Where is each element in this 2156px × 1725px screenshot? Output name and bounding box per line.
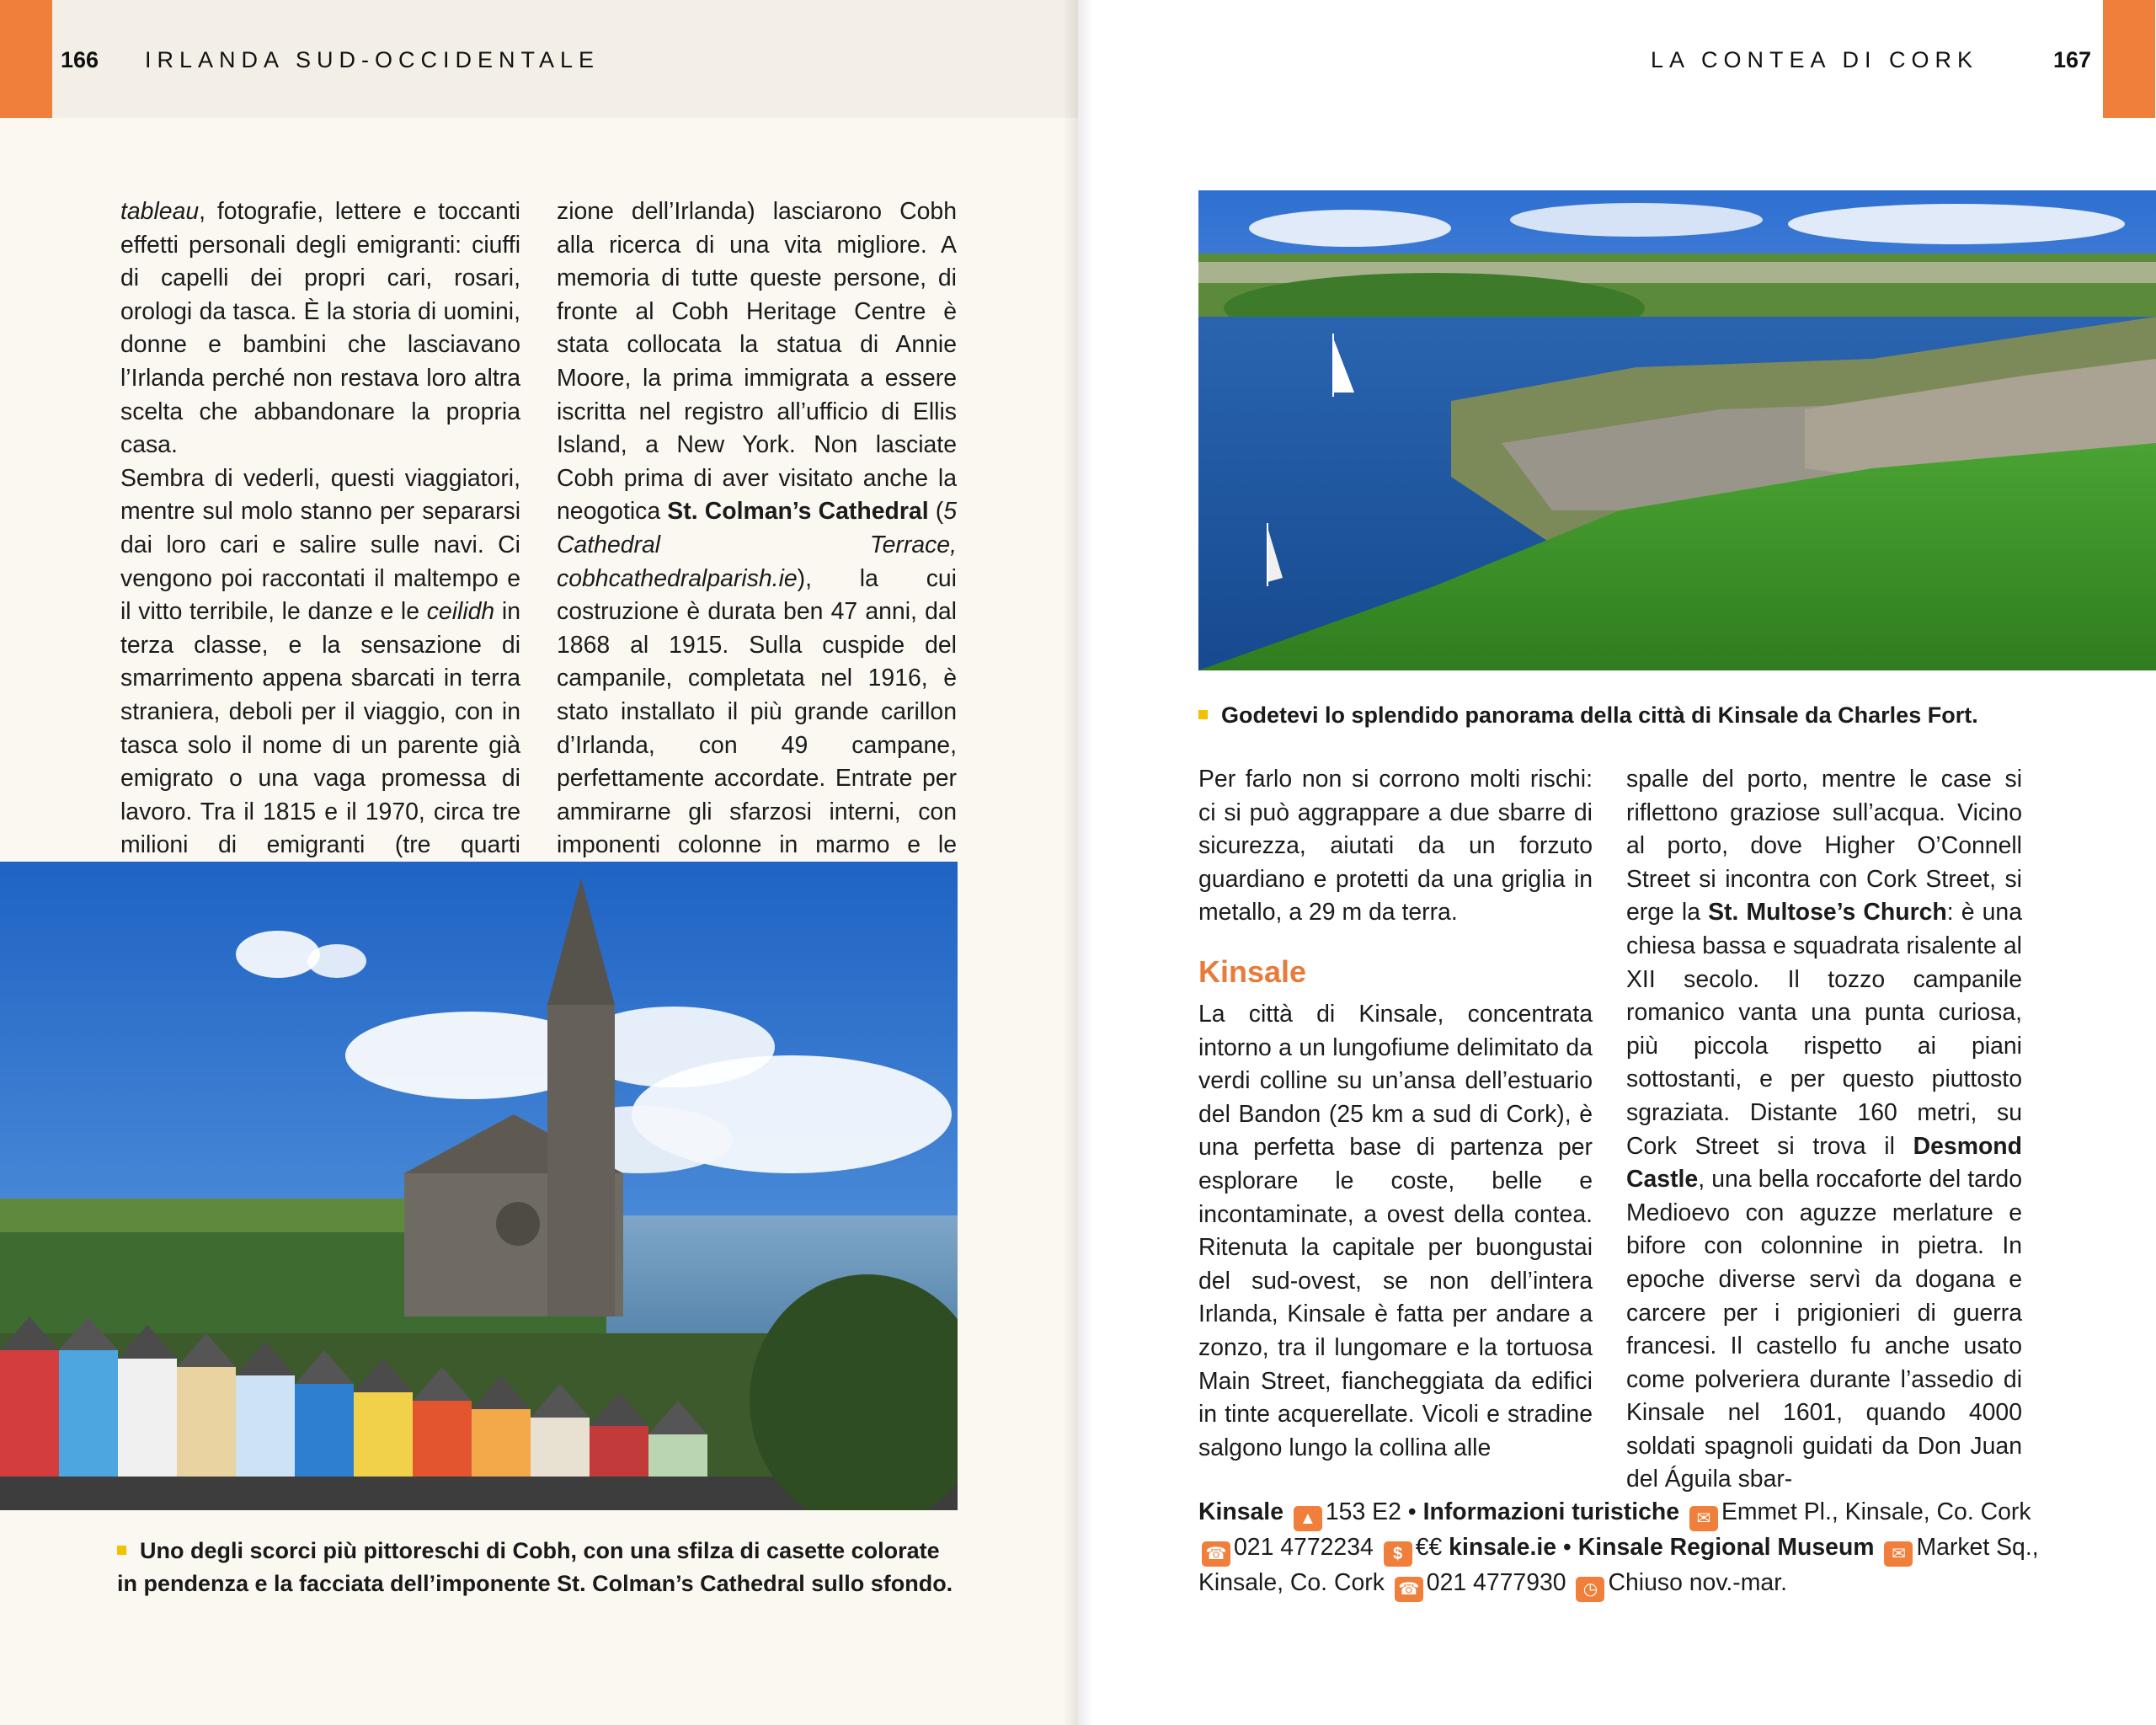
left-col2-para-1 [557, 195, 957, 929]
kinsale-paragraph: La città di Kinsale, concentrata intorno a un lungofiume delimitato da verdi colline su un’ansa dell’estuario del Bandon (25 km a sud di Cork), è una perfetta base di partenza per esplorare le coste, belle e incontaminate, a ovest della contea. Ritenuta la capitale per buongustai del sud-ovest, se non dell’intera Irlanda, Kinsale è fatta per andare a zonzo, tra il lungomare e la tortuosa Main Street, fiancheggiata da edifici in tinte acquerellate. Vicoli e stradine salgono lungo la collina alle [1198, 1001, 1593, 1461]
right-page-number: 167 [2053, 47, 2092, 72]
kinsale-photo [1198, 190, 2156, 670]
text-run: : è una chiesa bassa e squadrata risalente al XII secolo. Il tozzo campanile romanico vanta una punta curiosa, più piccola rispetto ai piani sottostanti, e per questo piuttosto sgraziata. Distante 160 metri, su Cork Street si trova il [1626, 899, 2022, 1160]
section-heading-kinsale: Kinsale [1198, 954, 1307, 989]
caption-text: Godetevi lo splendido panorama della città di Kinsale da Charles Fort. [1221, 702, 1978, 728]
price-icon: $ [1384, 1541, 1412, 1567]
right-page-tab [2103, 0, 2155, 118]
envelope-icon: ✉ [1689, 1506, 1718, 1531]
italic-address: 5 Cathedral Terrace, cobhcathedralparish.ie [557, 498, 958, 592]
caption-bullet-icon [117, 1546, 126, 1555]
address-1: Emmet Pl., Kinsale, Co. Cork [1721, 1498, 2031, 1525]
phone-1: 021 4772234 [1234, 1534, 1374, 1561]
text-run: spalle del porto, mentre le case si riflettono graziose sull’acqua. Vicino al porto, dove Higher O’Connell Street si incontra con Cork Street, si erge la [1626, 766, 2022, 927]
italic-term: ceilidh [426, 598, 495, 626]
separator: • [1562, 1534, 1572, 1561]
left-column-2 [557, 195, 957, 929]
price-level: €€ [1415, 1534, 1443, 1561]
bold-place-name: Desmond Castle [1626, 1132, 2022, 1194]
right-column-1-intro [1198, 763, 1593, 930]
cobh-photo [0, 862, 958, 1510]
text-run: , fotografie, lettere e toccanti effetti personali degli emigranti: ciuffi di capelli dei propri cari, rosari, orologi da tasca. È la storia di uomini, donne e bambini che lasciavano l’Irlanda perché non restava loro altra scelta che abbandonare la propria casa. [120, 198, 520, 459]
right-column-2 [1626, 763, 2022, 1497]
caption-bullet-icon [1198, 710, 1208, 719]
website: kinsale.ie [1449, 1534, 1557, 1561]
right-running-title: LA CONTEA DI CORK [1651, 47, 1979, 72]
left-page-number: 166 [61, 47, 99, 72]
envelope-icon: ✉ [1884, 1541, 1913, 1567]
right-col2-para-1 [1626, 763, 2022, 1497]
phone-icon: ☎ [1202, 1541, 1230, 1567]
kinsale-photo-caption [1198, 699, 2083, 732]
phone-icon: ☎ [1395, 1577, 1423, 1602]
cobh-photo-caption [117, 1535, 959, 1600]
text-run: , una bella roccaforte del tardo Medioevo con aguzze merlature e bifore con colonnine in pietra. In epoche diverse servì da dogana e carcere per i prigionieri di guerra francesi. Il castello fu anche usato come polveriera durante l’assedio di Kinsale nel 1601, quando 4000 soldati spagnoli guidati da Don Juan del Águila sbar- [1626, 1166, 2022, 1493]
left-page-tab [0, 0, 52, 118]
text-run: zione dell’Irlanda) lasciarono Cobh alla ricerca di una vita migliore. A memoria di tutte queste persone, di fronte al Cobh Heritage Centre è stata collocata la statua di Annie Moore, la prima immigrata a essere iscritta nel registro all’ufficio di Ellis Island, a New York. Non lasciate Cobh prima di aver visitato anche la neogotica [557, 198, 957, 526]
text-run: ( [928, 498, 944, 526]
map-icon: ▲ [1294, 1506, 1322, 1531]
practical-info [1198, 1496, 2041, 1602]
map-reference: 153 E2 [1325, 1498, 1401, 1525]
info-place-name: Kinsale [1198, 1498, 1283, 1525]
left-running-title: IRLANDA SUD-OCCIDENTALE [145, 47, 600, 72]
right-column-1-body [1198, 998, 1593, 1465]
tourist-info-label: Informazioni turistiche [1422, 1498, 1680, 1525]
intro-paragraph: Per farlo non si corrono molti rischi: ci si può aggrappare a due sbarre di sicurezza, aiutati da un forzuto guardiano e protetti da una griglia in metallo, a 29 m da terra. [1198, 766, 1593, 927]
bold-place-name: St. Colman’s Cathedral [667, 498, 929, 526]
left-column-1 [120, 195, 520, 895]
text-run: Sembra di vederli, questi viaggiatori, mentre sul molo stanno per separarsi dai loro cari e salire sulle navi. Ci vengono poi raccontati il maltempo e il vitto terribile, le danze e le [120, 464, 520, 626]
left-col1-para-2 [120, 462, 520, 896]
museum-name: Kinsale Regional Museum [1577, 1534, 1875, 1561]
caption-text: Uno degli scorci più pittoreschi di Cobh, con una sfilza di casette colorate in pendenza e la facciata dell’imponente St. Colman’s Cathedral sullo sfondo. [117, 1538, 953, 1596]
address-2: Market Sq., Kinsale, Co. Cork [1198, 1534, 2039, 1596]
bold-place-name: St. Multose’s Church [1708, 899, 1947, 927]
text-run: in terza classe, e la sensazione di smarrimento appena sbarcati in terra straniera, deboli per il viaggio, con in tasca solo il nome di un parente già emigrato o una vaga promessa di lavoro. Tra il 1815 e il 1970, circa tre milioni di emigranti (tre quarti [120, 598, 520, 859]
separator: • [1407, 1498, 1417, 1525]
clock-icon: ◷ [1576, 1577, 1604, 1602]
opening-hours: Chiuso nov.-mar. [1608, 1569, 1787, 1596]
italic-term: tableau [120, 198, 200, 225]
text-run: ), la cui costruzione è durata ben 47 anni, dal 1868 al 1915. Sulla cuspide del campanile, completata nel 1916, è stato installato il più grande carillon d’Irlanda, con 49 campane, perfettamente accordate. Entrate per ammirarne gli sfarzosi interni, con imponenti colonne in marmo e le [557, 564, 957, 859]
phone-2: 021 4777930 [1426, 1569, 1566, 1596]
book-gutter [1063, 0, 1093, 1725]
left-col1-para-1 [120, 195, 520, 462]
